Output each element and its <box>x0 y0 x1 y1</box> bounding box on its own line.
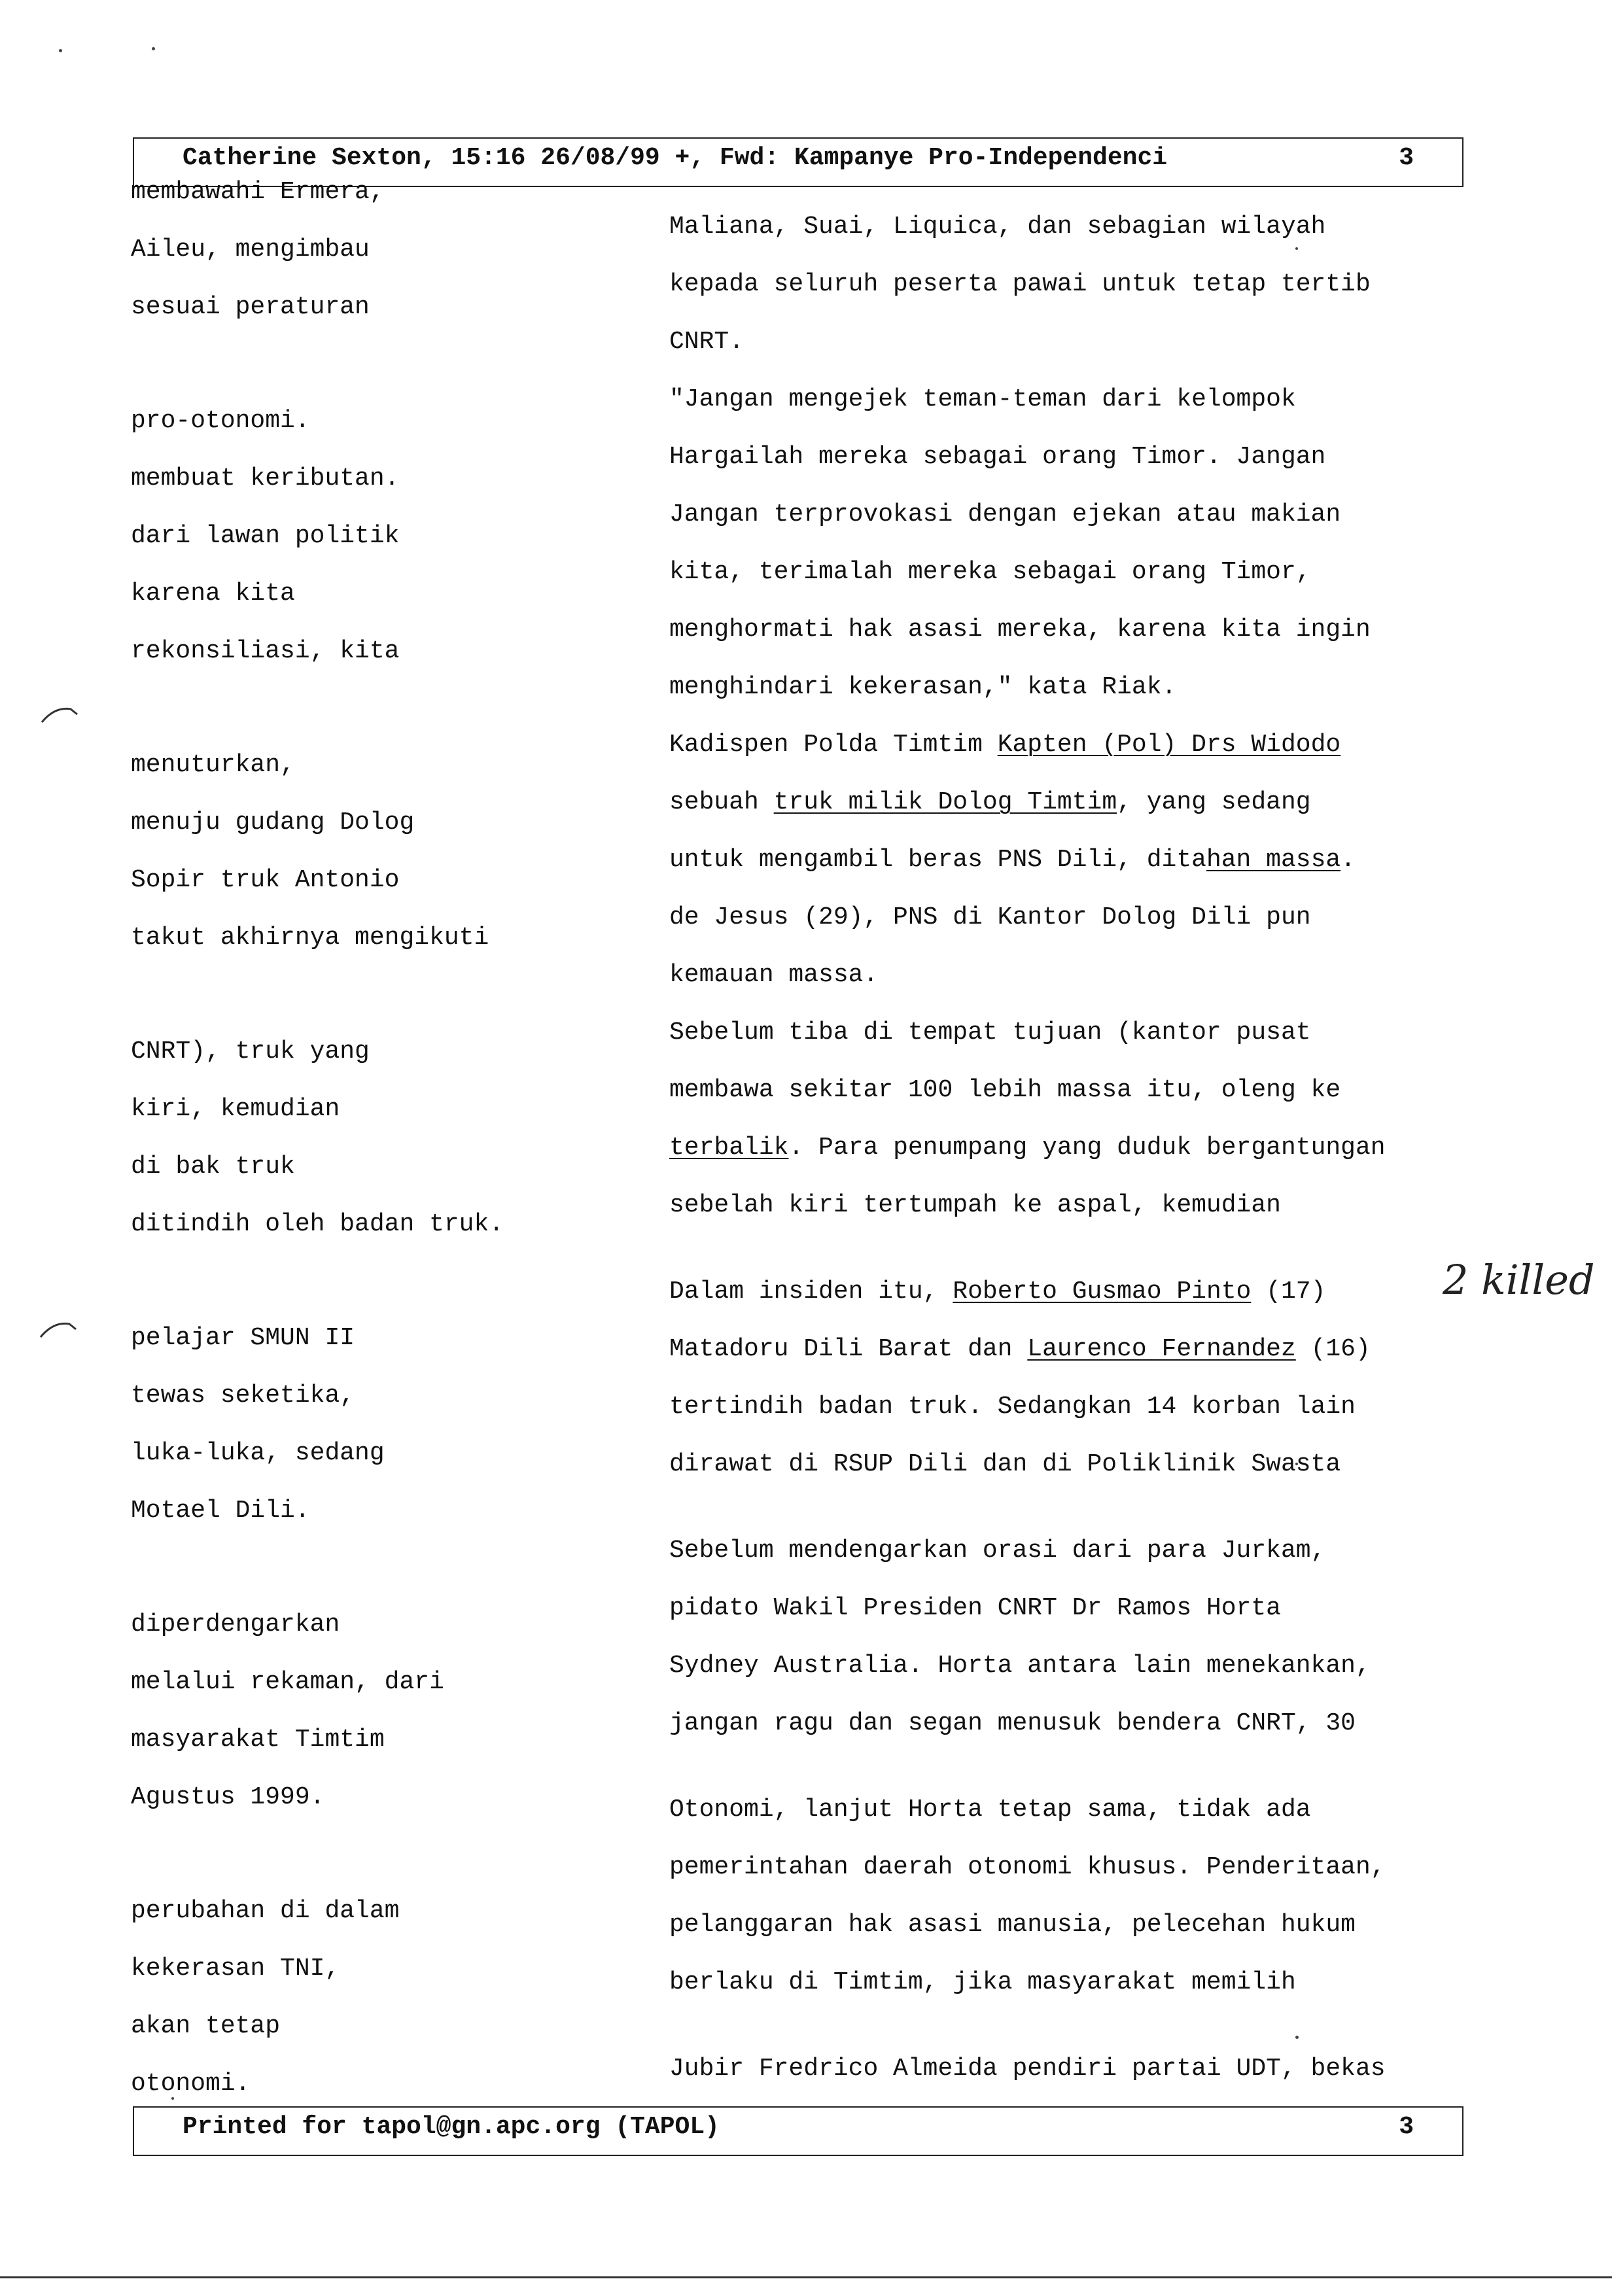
left-column-line: membuat keributan. <box>131 464 400 493</box>
underlined-text: terbalik <box>669 1134 789 1162</box>
right-column-line: jangan ragu dan segan menusuk bendera CNRT, 30 <box>669 1709 1356 1737</box>
right-column-line: tertindih badan truk. Sedangkan 14 korban lain <box>669 1393 1356 1421</box>
left-column-line: pelajar SMUN II <box>131 1324 355 1352</box>
line-text: sebuah <box>669 788 774 816</box>
margin-mark <box>41 700 80 726</box>
left-column-line: perubahan di dalam <box>131 1897 400 1925</box>
left-column-line: akan tetap <box>131 2012 281 2040</box>
line-text: (16) <box>1295 1335 1371 1363</box>
right-column-line <box>669 1278 1325 1306</box>
left-column-line: sesuai peraturan <box>131 293 370 321</box>
right-column-line: pidato Wakil Presiden CNRT Dr Ramos Horta <box>669 1594 1281 1622</box>
left-column-line: luka-luka, sedang <box>131 1439 385 1467</box>
right-column-line: menghindari kekerasan," kata Riak. <box>669 673 1177 701</box>
left-column-line: di bak truk <box>131 1153 295 1181</box>
left-column-line: kekerasan TNI, <box>131 1955 340 1983</box>
left-column-line: masyarakat Timtim <box>131 1726 385 1754</box>
left-column-line: Aileu, mengimbau <box>131 235 370 264</box>
left-column-line: takut akhirnya mengikuti <box>131 924 489 952</box>
underlined-text: truk milik Dolog Timtim <box>773 788 1117 816</box>
right-column-line: "Jangan mengejek teman-teman dari kelompok <box>669 385 1296 413</box>
underlined-text: Roberto Gusmao Pinto <box>953 1278 1252 1306</box>
left-column-line: rekonsiliasi, kita <box>131 637 400 665</box>
left-column-line: dari lawan politik <box>131 522 400 550</box>
line-text: (17) <box>1251 1278 1326 1306</box>
line-text: Dalam insiden itu, <box>669 1278 953 1306</box>
right-column-line: dirawat di RSUP Dili dan di Poliklinik Swasta <box>669 1450 1341 1478</box>
underlined-text: Kapten (Pol) Drs Widodo <box>997 731 1341 759</box>
footer-text: Printed for tapol@gn.apc.org (TAPOL) <box>183 2113 720 2141</box>
right-column-line <box>669 846 1356 874</box>
line-text: Kadispen Polda Timtim <box>669 731 998 759</box>
left-column-line: kiri, kemudian <box>131 1095 340 1123</box>
right-column-line: pelanggaran hak asasi manusia, pelecehan hukum <box>669 1911 1356 1939</box>
left-column-line: ditindih oleh badan truk. <box>131 1210 504 1238</box>
right-column-line: membawa sekitar 100 lebih massa itu, oleng ke <box>669 1076 1341 1104</box>
right-column-line: Sydney Australia. Horta antara lain menekankan, <box>669 1652 1371 1680</box>
margin-mark <box>39 1315 79 1341</box>
header-page-number: 3 <box>1399 144 1414 172</box>
right-column-line: de Jesus (29), PNS di Kantor Dolog Dili pun <box>669 903 1311 931</box>
left-column-line: membawahi Ermera, <box>131 178 385 206</box>
right-column-line: sebelah kiri tertumpah ke aspal, kemudian <box>669 1191 1281 1219</box>
header-title: Catherine Sexton, 15:16 26/08/99 +, Fwd: Kampanye Pro-Independenci <box>183 144 1168 172</box>
right-column-line: Jangan terprovokasi dengan ejekan atau makian <box>669 500 1341 529</box>
underlined-text: Laurenco Fernandez <box>1027 1335 1296 1363</box>
right-column-line: kita, terimalah mereka sebagai orang Timor, <box>669 558 1311 586</box>
right-column-line: berlaku di Timtim, jika masyarakat memilih <box>669 1968 1296 1996</box>
right-column-line: Maliana, Suai, Liquica, dan sebagian wilayah <box>669 213 1326 241</box>
left-column-line: diperdengarkan <box>131 1610 340 1639</box>
right-column-line <box>669 731 1340 759</box>
footer-bar <box>133 2106 1463 2156</box>
right-column-line: CNRT. <box>669 328 745 356</box>
right-column-line: Hargailah mereka sebagai orang Timor. Jangan <box>669 443 1326 471</box>
right-column-line: kepada seluruh peserta pawai untuk tetap tertib <box>669 270 1371 298</box>
left-column-line: menuturkan, <box>131 751 295 779</box>
right-column-line: kemauan massa. <box>669 961 879 989</box>
right-column-line: Sebelum mendengarkan orasi dari para Jurkam, <box>669 1537 1326 1565</box>
line-text: untuk mengambil beras PNS Dili, dita <box>669 846 1206 874</box>
left-column-line: pro-otonomi. <box>131 407 310 435</box>
left-column-line: Sopir truk Antonio <box>131 866 400 894</box>
underlined-text: han massa <box>1206 846 1341 874</box>
left-column-line: menuju gudang Dolog <box>131 809 415 837</box>
left-column-line: CNRT), truk yang <box>131 1037 370 1066</box>
scan-speck <box>1295 2036 1299 2039</box>
left-column-line: Agustus 1999. <box>131 1783 325 1811</box>
line-text: , yang sedang <box>1117 788 1311 816</box>
right-column-line: menghormati hak asasi mereka, karena kita ingin <box>669 616 1371 644</box>
bottom-rule <box>0 2276 1612 2278</box>
left-column-line: Motael Dili. <box>131 1497 310 1525</box>
line-text: . <box>1340 846 1356 874</box>
right-column-line: pemerintahan daerah otonomi khusus. Penderitaan, <box>669 1853 1386 1881</box>
left-column-line: tewas seketika, <box>131 1382 355 1410</box>
right-column-line <box>669 788 1311 816</box>
scan-speck <box>1295 247 1298 250</box>
handwritten-note: 2 killed <box>1443 1256 1595 1304</box>
left-column-line: karena kita <box>131 580 295 608</box>
scan-speck <box>59 49 62 52</box>
right-column-line: Otonomi, lanjut Horta tetap sama, tidak ada <box>669 1796 1311 1824</box>
right-column-line: Sebelum tiba di tempat tujuan (kantor pusat <box>669 1018 1311 1047</box>
line-text: . Para penumpang yang duduk bergantungan <box>788 1134 1386 1162</box>
right-column-line <box>669 1134 1386 1162</box>
line-text: Matadoru Dili Barat dan <box>669 1335 1028 1363</box>
scan-speck <box>152 47 155 50</box>
right-column-line: Jubir Fredrico Almeida pendiri partai UDT, bekas <box>669 2055 1386 2083</box>
left-column-line: melalui rekaman, dari <box>131 1668 444 1696</box>
right-column-line <box>669 1335 1371 1363</box>
left-column-line: otonomi. <box>131 2070 251 2098</box>
footer-page-number: 3 <box>1399 2113 1414 2141</box>
